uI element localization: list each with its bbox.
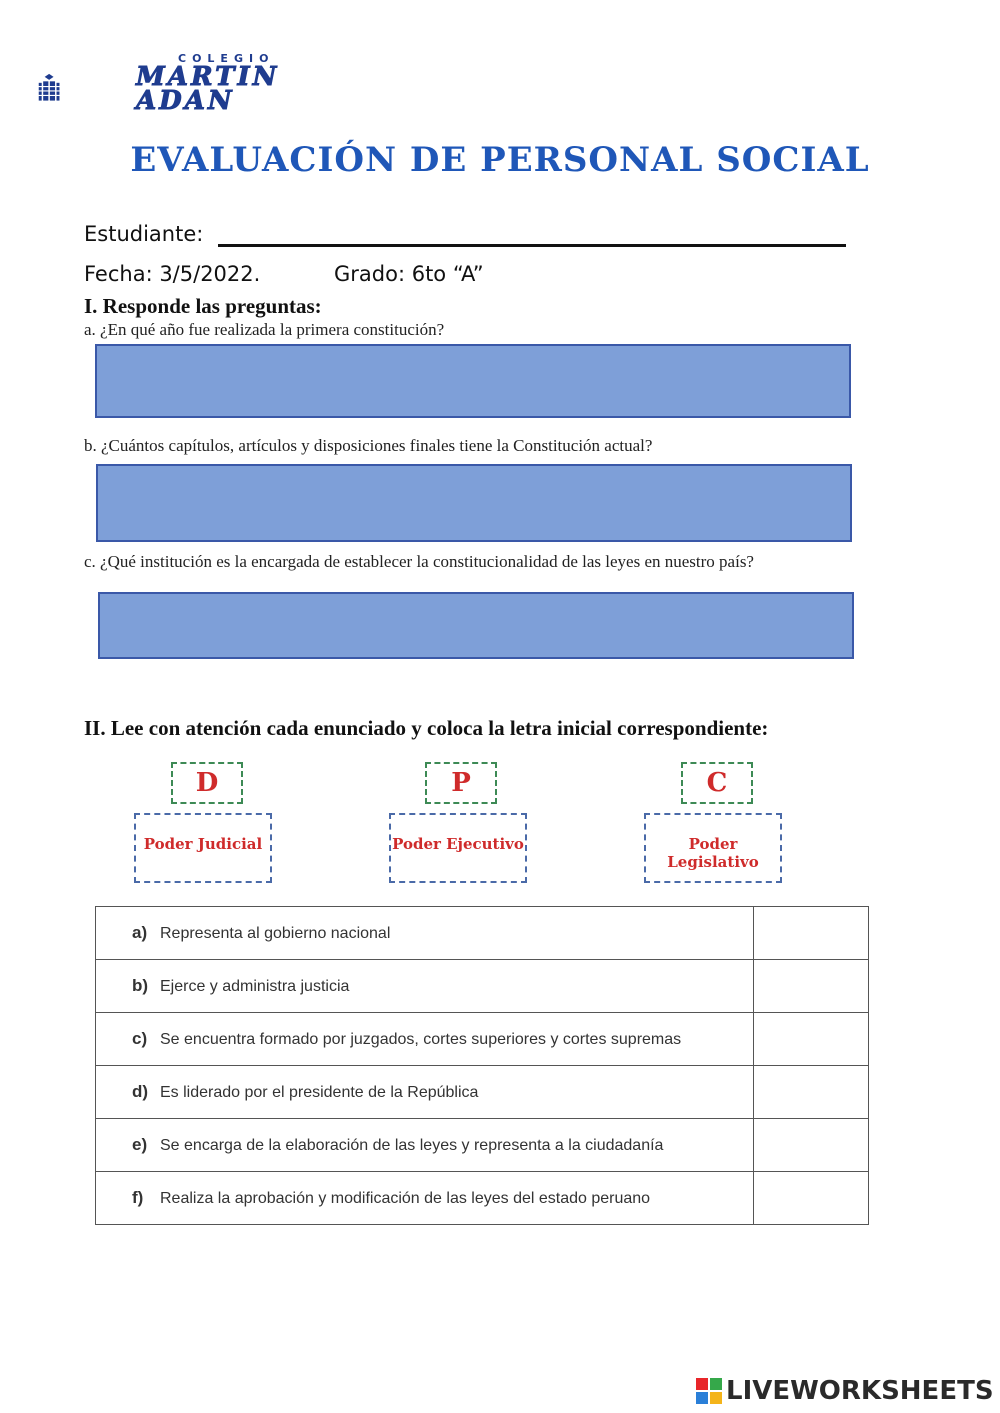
- answer-box-c[interactable]: [98, 592, 854, 659]
- table-row: [96, 1013, 869, 1066]
- statement-text: Ejerce y administra justicia: [160, 978, 350, 995]
- liveworksheets-brand: [696, 1376, 994, 1406]
- statement-letter: d): [132, 1082, 149, 1101]
- student-name-line[interactable]: [218, 244, 846, 247]
- liveworksheets-logo-icon: [696, 1378, 722, 1404]
- letter-c-box: C: [681, 762, 753, 804]
- section2-title: II. Lee con atención cada enunciado y coloca la letra inicial correspondiente:: [84, 716, 769, 740]
- power-legislativo-box: Poder Legislativo: [644, 813, 782, 883]
- table-row: [96, 1066, 869, 1119]
- answer-cell-f[interactable]: [754, 1172, 869, 1225]
- statement-cell: [96, 1013, 754, 1066]
- statement-letter: f): [132, 1188, 144, 1207]
- student-label: Estudiante:: [84, 222, 204, 246]
- power-judicial-box: Poder Judicial: [134, 813, 272, 883]
- school-logo-icon: [38, 48, 138, 128]
- table-row: [96, 907, 869, 960]
- answer-cell-a[interactable]: [754, 907, 869, 960]
- logo-college-label: COLEGIO: [178, 52, 275, 65]
- page-title: EVALUACIÓN DE PERSONAL SOCIAL: [130, 140, 870, 180]
- answer-cell-e[interactable]: [754, 1119, 869, 1172]
- statement-letter: e): [132, 1135, 148, 1154]
- statement-cell: [96, 1119, 754, 1172]
- power-ejecutivo-box: Poder Ejecutivo: [389, 813, 527, 883]
- statement-cell: [96, 907, 754, 960]
- statement-text: Se encuentra formado por juzgados, cortes superiores y cortes supremas: [160, 1031, 682, 1048]
- section1-title: I. Responde las preguntas:: [84, 294, 322, 318]
- statement-letter: a): [132, 923, 148, 942]
- question-a: a. ¿En qué año fue realizada la primera constitución?: [84, 320, 445, 339]
- statement-cell: [96, 960, 754, 1013]
- statement-cell: [96, 1066, 754, 1119]
- answer-box-b[interactable]: [96, 464, 852, 542]
- statement-cell: [96, 1172, 754, 1225]
- answer-cell-b[interactable]: [754, 960, 869, 1013]
- date-text: Fecha: 3/5/2022.: [84, 262, 261, 286]
- logo-name-line1: MARTIN: [136, 62, 280, 92]
- answer-cell-c[interactable]: [754, 1013, 869, 1066]
- table-row: [96, 960, 869, 1013]
- brand-text: LIVEWORKSHEETS: [726, 1376, 994, 1406]
- statement-letter: c): [132, 1029, 148, 1048]
- statement-text: Representa al gobierno nacional: [160, 925, 391, 942]
- logo-name-line2: ADAN: [136, 86, 235, 116]
- statement-text: Se encarga de la elaboración de las leyes y representa a la ciudadanía: [160, 1137, 664, 1154]
- answer-box-a[interactable]: [95, 344, 851, 418]
- statements-table: [95, 906, 869, 1225]
- statement-text: Es liderado por el presidente de la República: [160, 1084, 479, 1101]
- statement-letter: b): [132, 976, 149, 995]
- answer-cell-d[interactable]: [754, 1066, 869, 1119]
- table-row: [96, 1172, 869, 1225]
- question-b: b. ¿Cuántos capítulos, artículos y disposiciones finales tiene la Constitución actual?: [84, 436, 653, 455]
- question-c: c. ¿Qué institución es la encargada de establecer la constitucionalidad de las leyes en nuestro país?: [84, 552, 754, 571]
- letter-d-box: D: [171, 762, 243, 804]
- statement-text: Realiza la aprobación y modificación de las leyes del estado peruano: [160, 1190, 651, 1207]
- grade-text: Grado: 6to “A”: [334, 262, 484, 286]
- table-row: [96, 1119, 869, 1172]
- letter-p-box: P: [425, 762, 497, 804]
